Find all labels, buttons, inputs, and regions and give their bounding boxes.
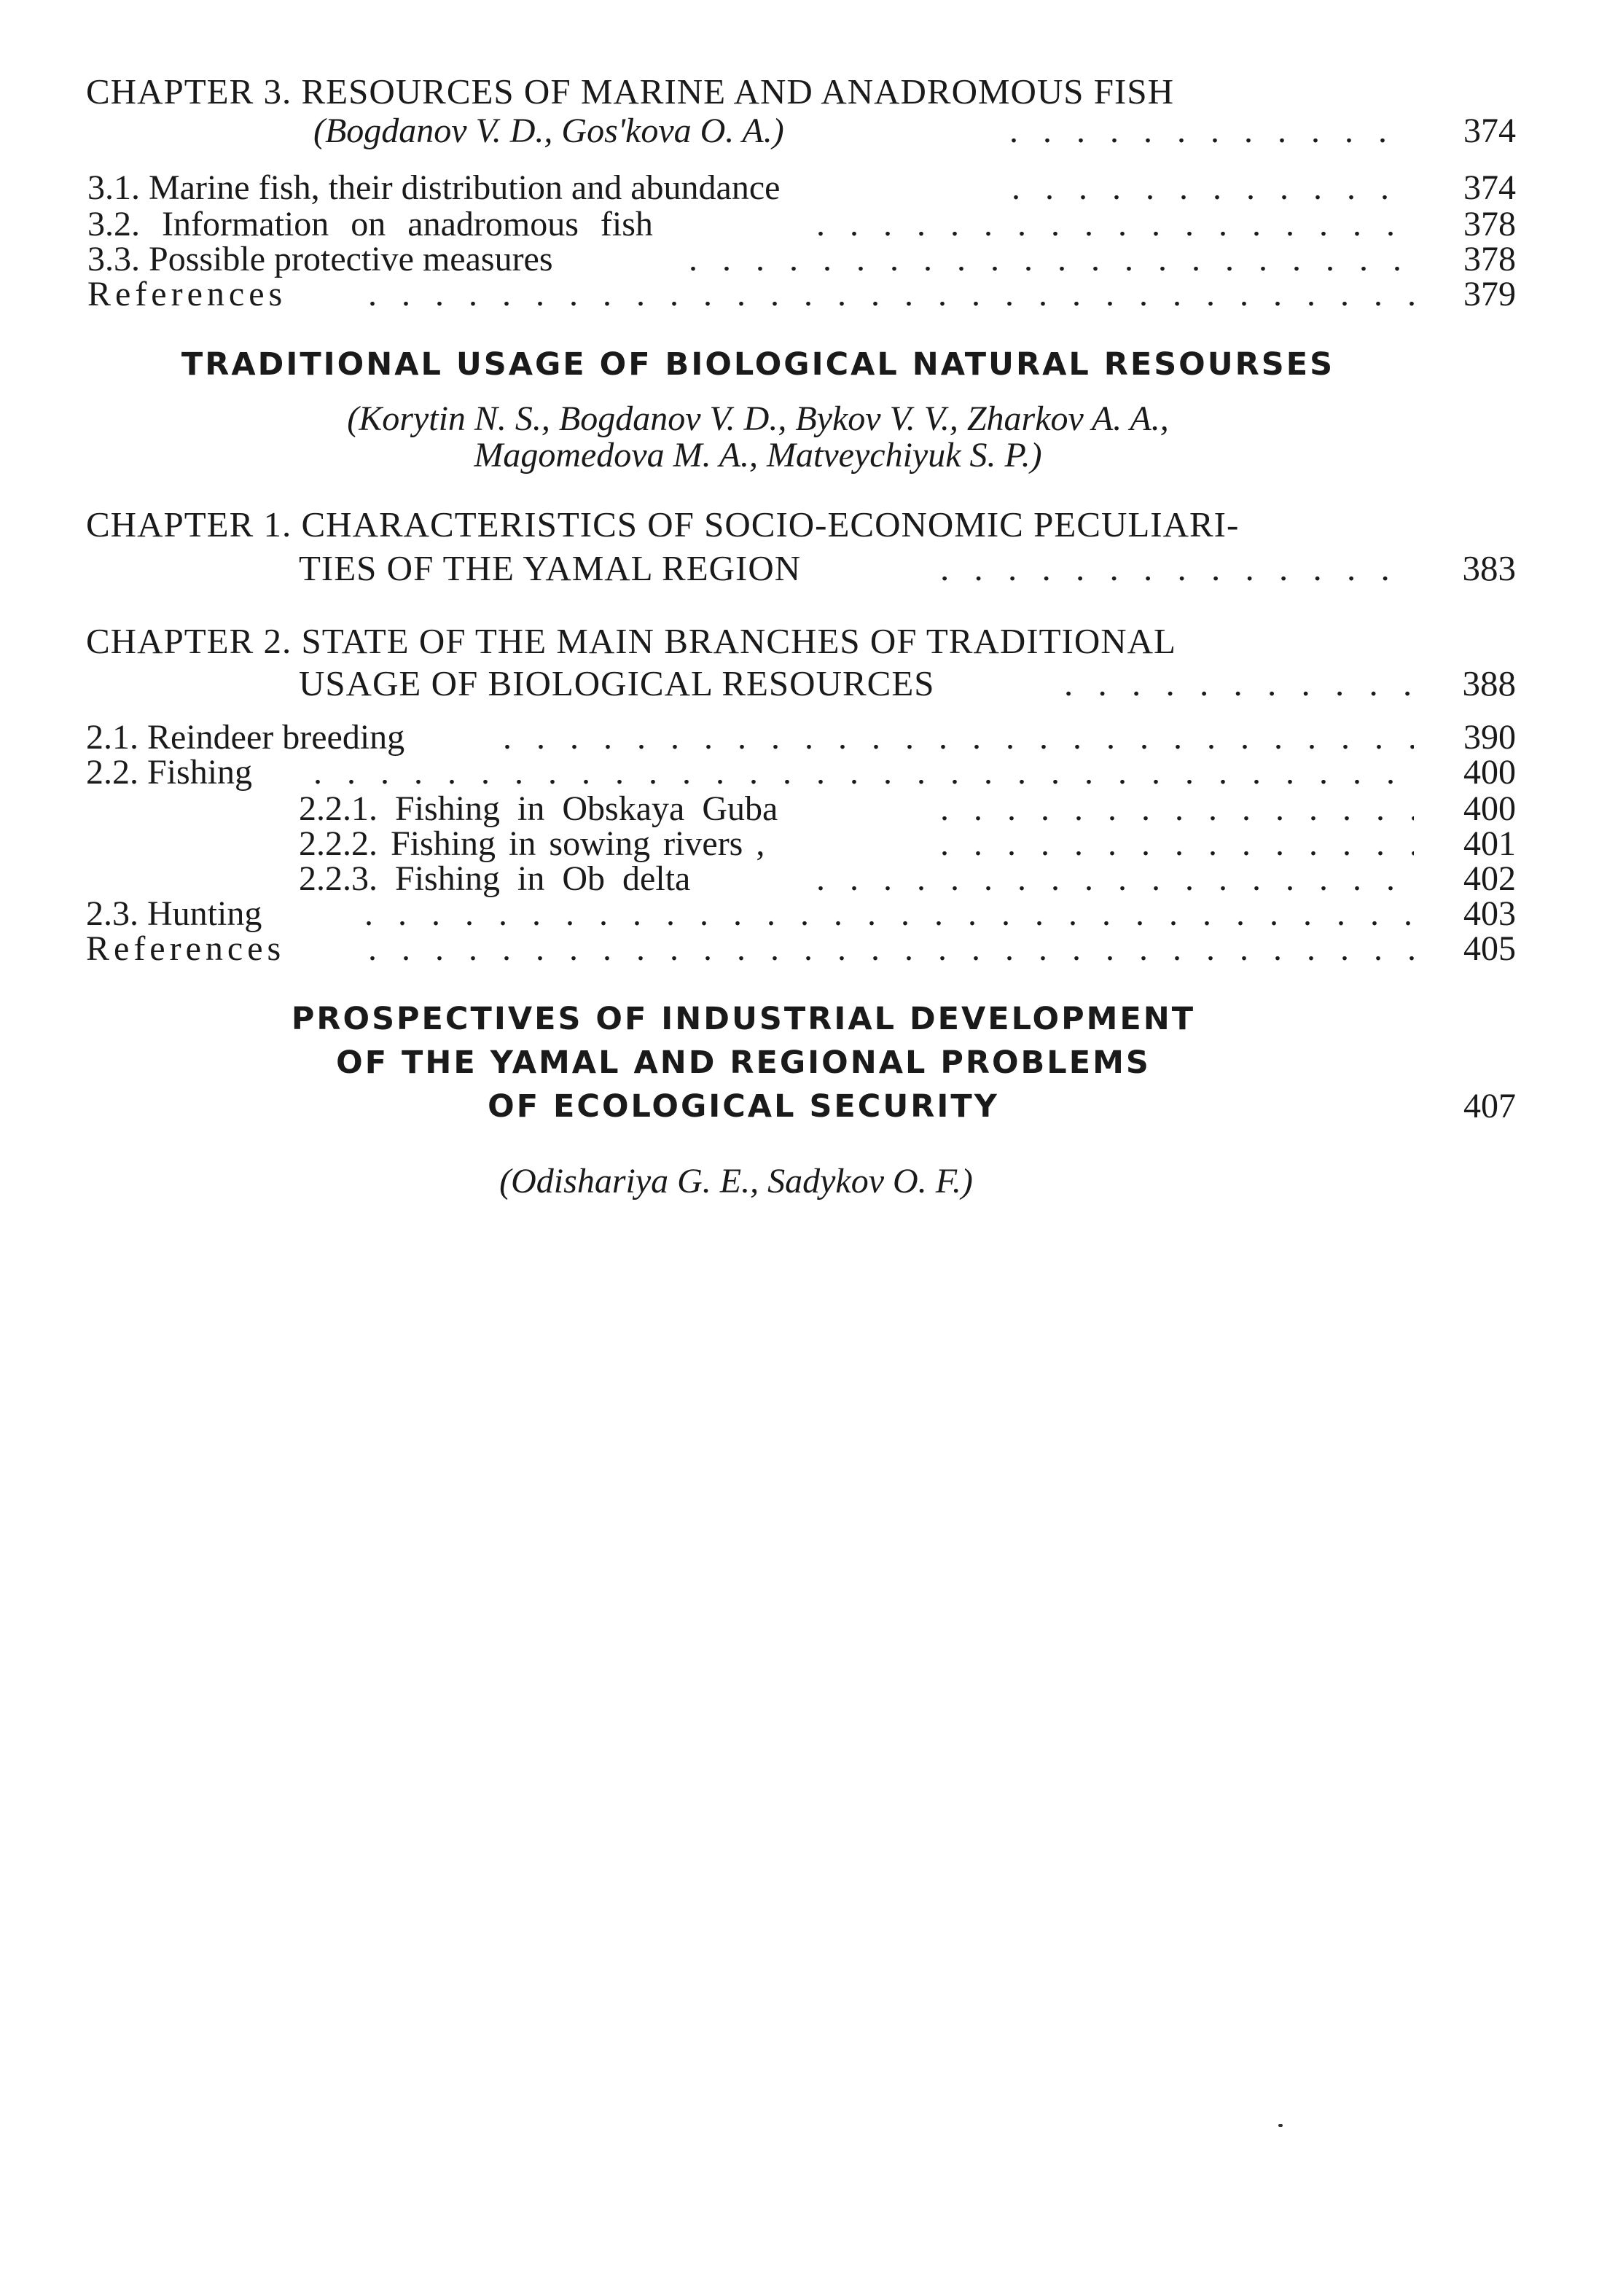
leader-dots [1009, 112, 1414, 150]
toc-item-label: 3.3. Possible protective measures [87, 240, 553, 278]
toc-item-label: 2.2. Fishing [86, 753, 253, 792]
page-number: 374 [1463, 168, 1516, 207]
toc-item-label: 2.2.1. Fishing in Obskaya Guba [299, 789, 778, 828]
leader-dots [313, 754, 1414, 792]
traditional-authors-line2: Magomedova M. A., Matveychiyuk S. P.) [474, 436, 1042, 475]
toc-item-label: 2.3. Hunting [86, 894, 262, 933]
chapter3-title: CHAPTER 3. RESOURCES OF MARINE AND ANADROMOUS FISH [86, 71, 1175, 112]
prospectives-line1: PROSPECTIVES OF INDUSTRIAL DEVELOPMENT [291, 1001, 1196, 1037]
page-number: 388 [1462, 663, 1516, 703]
prospectives-line3: OF ECOLOGICAL SECURITY [488, 1088, 999, 1125]
section-heading-text: TRADITIONAL USAGE OF BIOLOGICAL NATURAL RESOURSES [181, 346, 1335, 383]
leader-dots [940, 548, 1414, 586]
leader-dots [368, 276, 1414, 313]
page-number: 403 [1463, 894, 1516, 933]
toc-item-label: References [86, 929, 286, 968]
toc-item-label: 3.2. Information on anadromous fish [87, 205, 653, 243]
toc-item-label: References [87, 275, 287, 313]
page-number: 374 [1463, 112, 1516, 150]
chapter2-title-line1: CHAPTER 2. STATE OF THE MAIN BRANCHES OF TRADITIONAL [86, 621, 1176, 661]
leader-dots [940, 825, 1414, 863]
leader-dots [368, 930, 1414, 968]
toc-item-label: 2.1. Reindeer breeding [86, 718, 405, 757]
toc-item-label: 2.2.3. Fishing in Ob delta [299, 859, 691, 898]
leader-dots [816, 860, 1414, 898]
page-number: 400 [1463, 789, 1516, 828]
traditional-authors-line1: (Korytin N. S., Bogdanov V. D., Bykov V. V., Zharkov A. A., [347, 399, 1169, 438]
prospectives-authors: (Odishariya G. E., Sadykov O. F.) [499, 1162, 973, 1200]
page-number: 378 [1463, 240, 1516, 278]
page-number: 379 [1463, 275, 1516, 313]
leader-dots [503, 719, 1414, 757]
toc-item-label: 2.2.2. Fishing in sowing rivers , [299, 824, 765, 863]
chapter1-title-line2: TIES OF THE YAMAL REGION [299, 548, 802, 588]
page-number: 407 [1463, 1087, 1516, 1125]
chapter3-authors: (Bogdanov V. D., Gos'kova O. A.) [313, 112, 784, 150]
leader-dots [940, 790, 1414, 828]
leader-dots [1012, 169, 1414, 207]
page-number: 402 [1463, 859, 1516, 898]
page-number: 401 [1463, 824, 1516, 863]
page-number: 390 [1463, 718, 1516, 757]
scan-speck [1278, 2124, 1283, 2127]
page-number: 378 [1463, 205, 1516, 243]
page-number: 400 [1463, 753, 1516, 792]
leader-dots [364, 895, 1414, 933]
toc-item-label: 3.1. Marine fish, their distribution and abundance [87, 168, 781, 207]
page-number: 383 [1462, 548, 1516, 588]
leader-dots [816, 206, 1414, 243]
chapter1-title-line1: CHAPTER 1. CHARACTERISTICS OF SOCIO-ECONOMIC PECULIARI- [86, 504, 1240, 544]
prospectives-line2: OF THE YAMAL AND REGIONAL PROBLEMS [336, 1044, 1151, 1081]
leader-dots [689, 241, 1414, 278]
chapter2-title-line2: USAGE OF BIOLOGICAL RESOURCES [299, 663, 935, 703]
page-number: 405 [1463, 929, 1516, 968]
leader-dots [1064, 663, 1414, 701]
